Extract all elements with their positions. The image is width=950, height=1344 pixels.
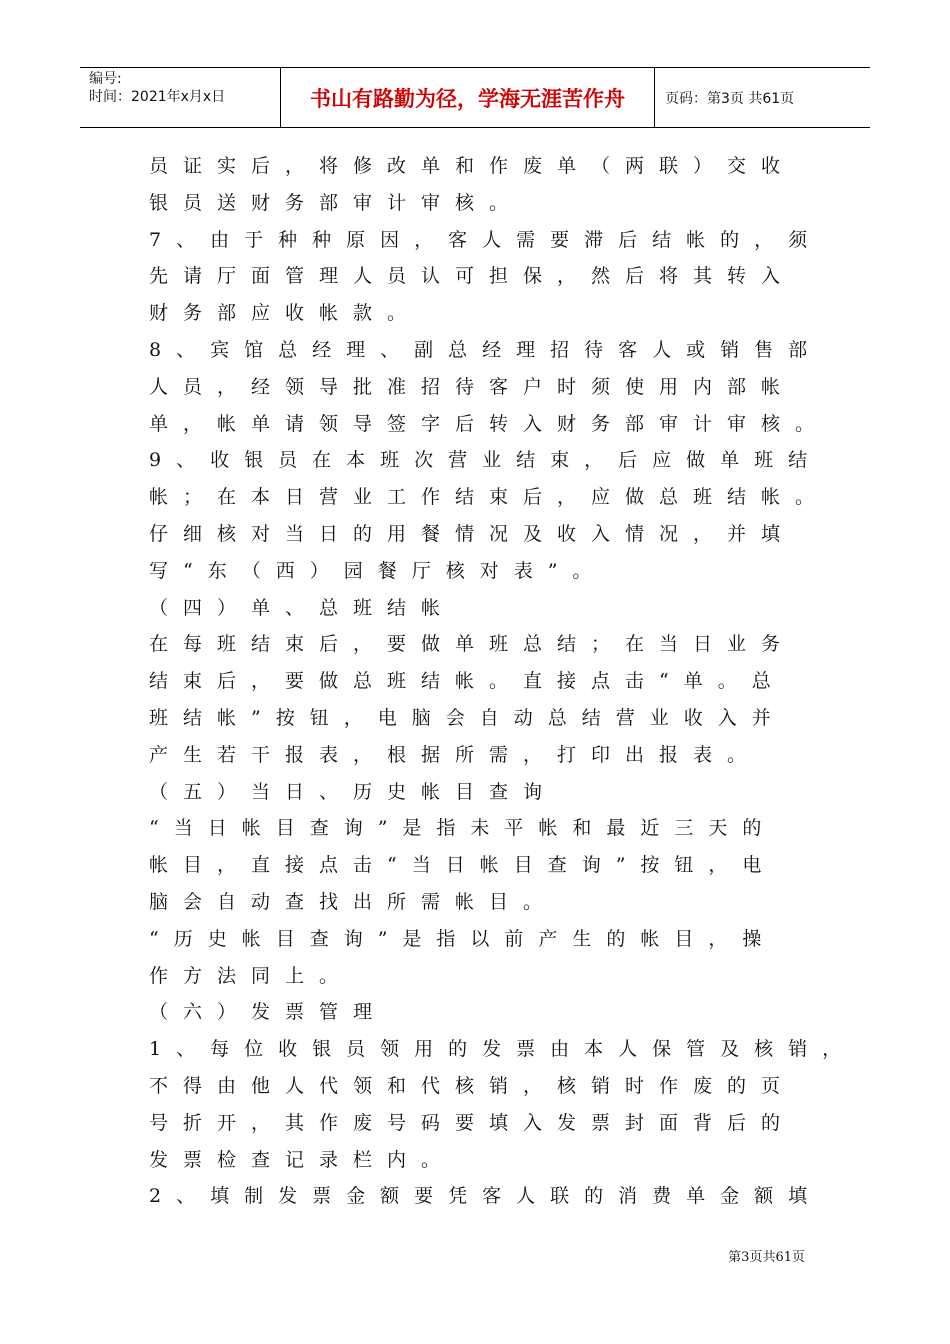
body-line: 作方法同上。	[149, 964, 354, 987]
body-line: 发票检查记录栏内。	[149, 1148, 456, 1171]
section-heading: （五）当日、历史帐目查询	[149, 780, 558, 803]
body-line: 8、宾馆总经理、副总经理招待客人或销售部	[149, 338, 823, 361]
page-footer: 第3页共61页	[728, 1250, 805, 1265]
body-line: 员证实后，将修改单和作废单（两联）交收	[149, 155, 796, 177]
body-line: 7、由于种种原因，客人需要滞后结帐的，须	[149, 228, 823, 251]
body-line: 1、每位收银员领用的发票由本人保管及核销，	[149, 1038, 857, 1061]
body-line: 帐；在本日营业工作结束后，应做总班结帐。	[149, 486, 830, 509]
body-line: 不得由他人代领和代核销，核销时作废的页	[149, 1074, 796, 1097]
body-line: 财务部应收帐款。	[149, 302, 422, 325]
body-line: 在每班结束后，要做单班总结；在当日业务	[149, 633, 796, 656]
document-body	[149, 148, 857, 1215]
body-line: 先请厅面管理人员认可担保，然后将其转入	[149, 265, 796, 288]
page-header	[80, 67, 870, 128]
body-line: 仔细核对当日的用餐情况及收入情况，并填	[149, 522, 796, 545]
body-line: 银员送财务部审计审核。	[149, 191, 524, 214]
section-heading: （六）发票管理	[149, 1001, 388, 1024]
body-line: 2、填制发票金额要凭客人联的消费单金额填	[149, 1185, 823, 1208]
body-line: “当日帐目查询”是指未平帐和最近三天的	[149, 817, 777, 840]
document-number-label: 编号:	[89, 71, 122, 87]
body-line: 号折开，其作废号码要填入发票封面背后的	[149, 1111, 796, 1134]
body-line: 单，帐单请领导签字后转入财务部审计审核。	[149, 412, 830, 435]
header-page-number: 页码：第3页 共61页	[665, 90, 795, 107]
body-line: 产生若干报表，根据所需，打印出报表。	[149, 743, 762, 766]
header-meta	[80, 68, 281, 127]
document-date-label: 时间：2021年x月x日	[89, 89, 226, 105]
body-line: 脑会自动查找出所需帐目。	[149, 890, 558, 913]
body-line: “历史帐目查询”是指以前产生的帐目，操	[149, 927, 777, 950]
body-line: 9、收银员在本班次营业结束，后应做单班结	[149, 449, 823, 472]
body-line: 结束后，要做总班结帐。直接点击“单。总	[149, 670, 786, 693]
body-line: 人员，经领导批准招待客户时须使用内部帐	[149, 375, 796, 398]
body-line: 写“东（西）园餐厅核对表”。	[149, 559, 607, 582]
header-motto: 书山有路勤为径，学海无涯苦作舟	[281, 68, 655, 127]
body-line: 帐目，直接点击“当日帐目查询”按钮，电	[149, 854, 777, 877]
section-heading: （四）单、总班结帐	[149, 596, 456, 619]
body-line: 班结帐”按钮，电脑会自动总结营业收入并	[149, 706, 786, 729]
